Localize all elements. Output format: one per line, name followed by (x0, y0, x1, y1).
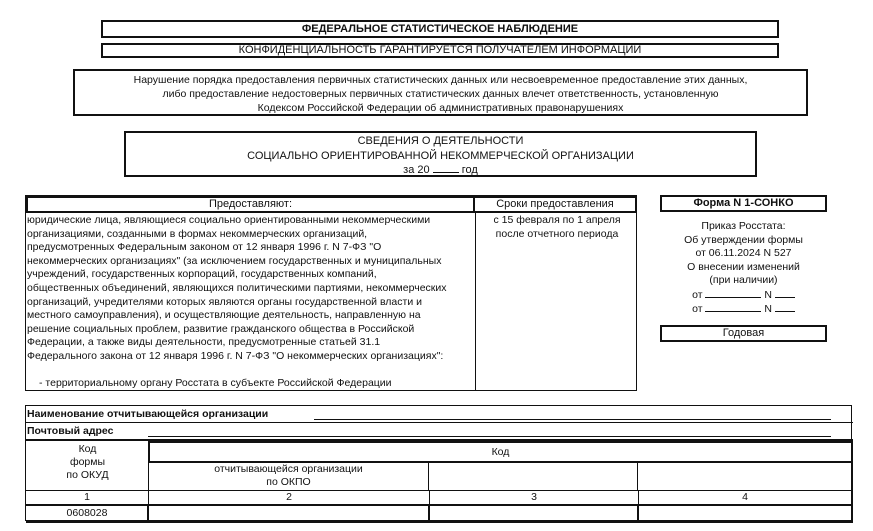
table-right-border (851, 441, 853, 522)
approval-label: Об утверждении формы (684, 233, 803, 246)
form-period-box (660, 325, 827, 342)
providers-line: Федерации, а также виды деятельности, предусмотренные статьей 31.1 (27, 336, 381, 349)
change-line-1 (660, 288, 827, 303)
row-divider (26, 422, 853, 423)
confidentiality-text: КОНФИДЕНЦИАЛЬНОСТЬ ГАРАНТИРУЕТСЯ ПОЛУЧАТЕЛЕМ ИНФОРМАЦИИ (238, 44, 642, 56)
n-label: N (764, 303, 772, 315)
year-input[interactable] (433, 163, 459, 173)
form-number-text: Форма N 1-СОНКО (693, 197, 794, 209)
okpo-header-line: по ОКПО (266, 476, 311, 488)
column-number: 2 (286, 491, 292, 503)
deadlines-header (475, 196, 637, 213)
deadlines-text (478, 214, 636, 241)
organization-codes-table (25, 405, 852, 521)
ot-label: от (692, 303, 703, 315)
federal-observation-banner (101, 20, 779, 38)
okud-header (26, 442, 149, 491)
deadline-line1: с 15 февраля по 1 апреля (493, 214, 621, 226)
approval-date: от 06.11.2024 N 527 (695, 247, 792, 259)
providers-header (26, 196, 475, 213)
postal-address-input[interactable] (148, 436, 831, 437)
deadlines-header-text: Сроки предоставления (496, 198, 614, 210)
code-cell-3[interactable] (430, 506, 638, 522)
code-cell-4[interactable] (639, 506, 851, 522)
providers-line: организациями, созданными в формах некоммерческих организаций, (27, 227, 368, 240)
changes-note: (при наличии) (709, 274, 778, 286)
recipient-line: - территориальному органу Росстата в субъекте Российской Федерации (39, 377, 392, 390)
okpo-header (148, 463, 429, 490)
warning-line: Кодексом Российской Федерации об административных правонарушениях (257, 102, 624, 114)
column-number: 3 (531, 491, 537, 503)
providers-line: организаций, учредителями которых являются органы государственной власти и (27, 295, 422, 308)
providers-line: юридические лица, являющиеся социально ориентированными некоммерческими (27, 214, 431, 226)
okud-header-line: формы (69, 456, 106, 468)
providers-column-divider (475, 213, 476, 391)
okud-code-cell: 0608028 (66, 507, 108, 519)
column-number: 1 (84, 491, 90, 503)
okpo-code-cell[interactable] (149, 506, 429, 522)
providers-line: учреждений, государственных корпораций, государственных компаний, (27, 268, 377, 281)
org-name-label: Наименование отчитывающейся организации (27, 408, 269, 420)
liability-warning (73, 69, 808, 116)
change-date-input-2[interactable] (705, 302, 761, 312)
change-line-2 (660, 302, 827, 317)
form-period-text: Годовая (722, 327, 765, 339)
providers-line: решение социальных проблем, развитие гражданского общества в Российской (27, 322, 415, 335)
confidentiality-banner (101, 43, 779, 58)
code-values-row (26, 504, 853, 522)
providers-table (25, 195, 637, 391)
code-group-header (148, 441, 853, 463)
change-number-input-2[interactable] (775, 302, 795, 312)
n-label: N (764, 288, 772, 301)
column-3-header (429, 463, 638, 490)
federal-observation-text: ФЕДЕРАЛЬНОЕ СТАТИСТИЧЕСКОЕ НАБЛЮДЕНИЕ (301, 23, 579, 35)
ot-label: от (692, 288, 703, 301)
okud-header-line: Код (78, 443, 97, 455)
order-label: Приказ Росстата: (701, 220, 786, 232)
report-title-box (124, 131, 757, 177)
form-number-box (660, 195, 827, 212)
providers-line: общественных объединений, являющихся политическими партиями, некоммерческих (27, 281, 447, 294)
warning-line: Нарушение порядка предоставления первичных статистических данных или несвоевременное предоставление этих данных, (133, 74, 748, 86)
column-number: 4 (742, 491, 748, 503)
deadline-line2: после отчетного периода (495, 227, 619, 240)
providers-line: Федерального закона от 12 января 1996 г. N 7-ФЗ "О некоммерческих организациях": (27, 349, 444, 362)
changes-label: О внесении изменений (687, 260, 800, 273)
providers-line: предусмотренных Федеральным законом от 12 января 1996 г. N 7-ФЗ "О (27, 241, 382, 254)
change-date-input-1[interactable] (705, 288, 761, 298)
okud-header-line: по ОКУД (66, 469, 109, 481)
okpo-header-line: отчитывающейся организации (214, 463, 363, 475)
column-number-row (26, 490, 853, 504)
report-year-line (126, 163, 755, 178)
providers-description (27, 214, 473, 391)
warning-line: либо предоставление недостоверных первичных статистических данных влечет ответственность, установленную (162, 88, 719, 100)
code-group-header-text: Код (491, 446, 510, 458)
report-title-line2: СОЦИАЛЬНО ОРИЕНТИРОВАННОЙ НЕКОММЕРЧЕСКОЙ ОРГАНИЗАЦИИ (247, 149, 634, 162)
table-bottom-border (26, 521, 853, 523)
year-suffix: год (461, 164, 478, 176)
providers-header-text: Предоставляют: (208, 198, 293, 210)
postal-address-label: Почтовый адрес (27, 425, 114, 437)
providers-line: некоммерческих организациях" (за исключением государственных и муниципальных (27, 254, 442, 267)
report-title-line1: СВЕДЕНИЯ О ДЕЯТЕЛЬНОСТИ (357, 135, 524, 147)
providers-line: местного самоуправления), и осуществляющие деятельность, направленную на (27, 309, 421, 322)
org-name-input[interactable] (314, 419, 831, 420)
change-number-input-1[interactable] (775, 288, 795, 298)
year-prefix: за 20 (403, 164, 430, 176)
form-order-info (660, 220, 827, 317)
